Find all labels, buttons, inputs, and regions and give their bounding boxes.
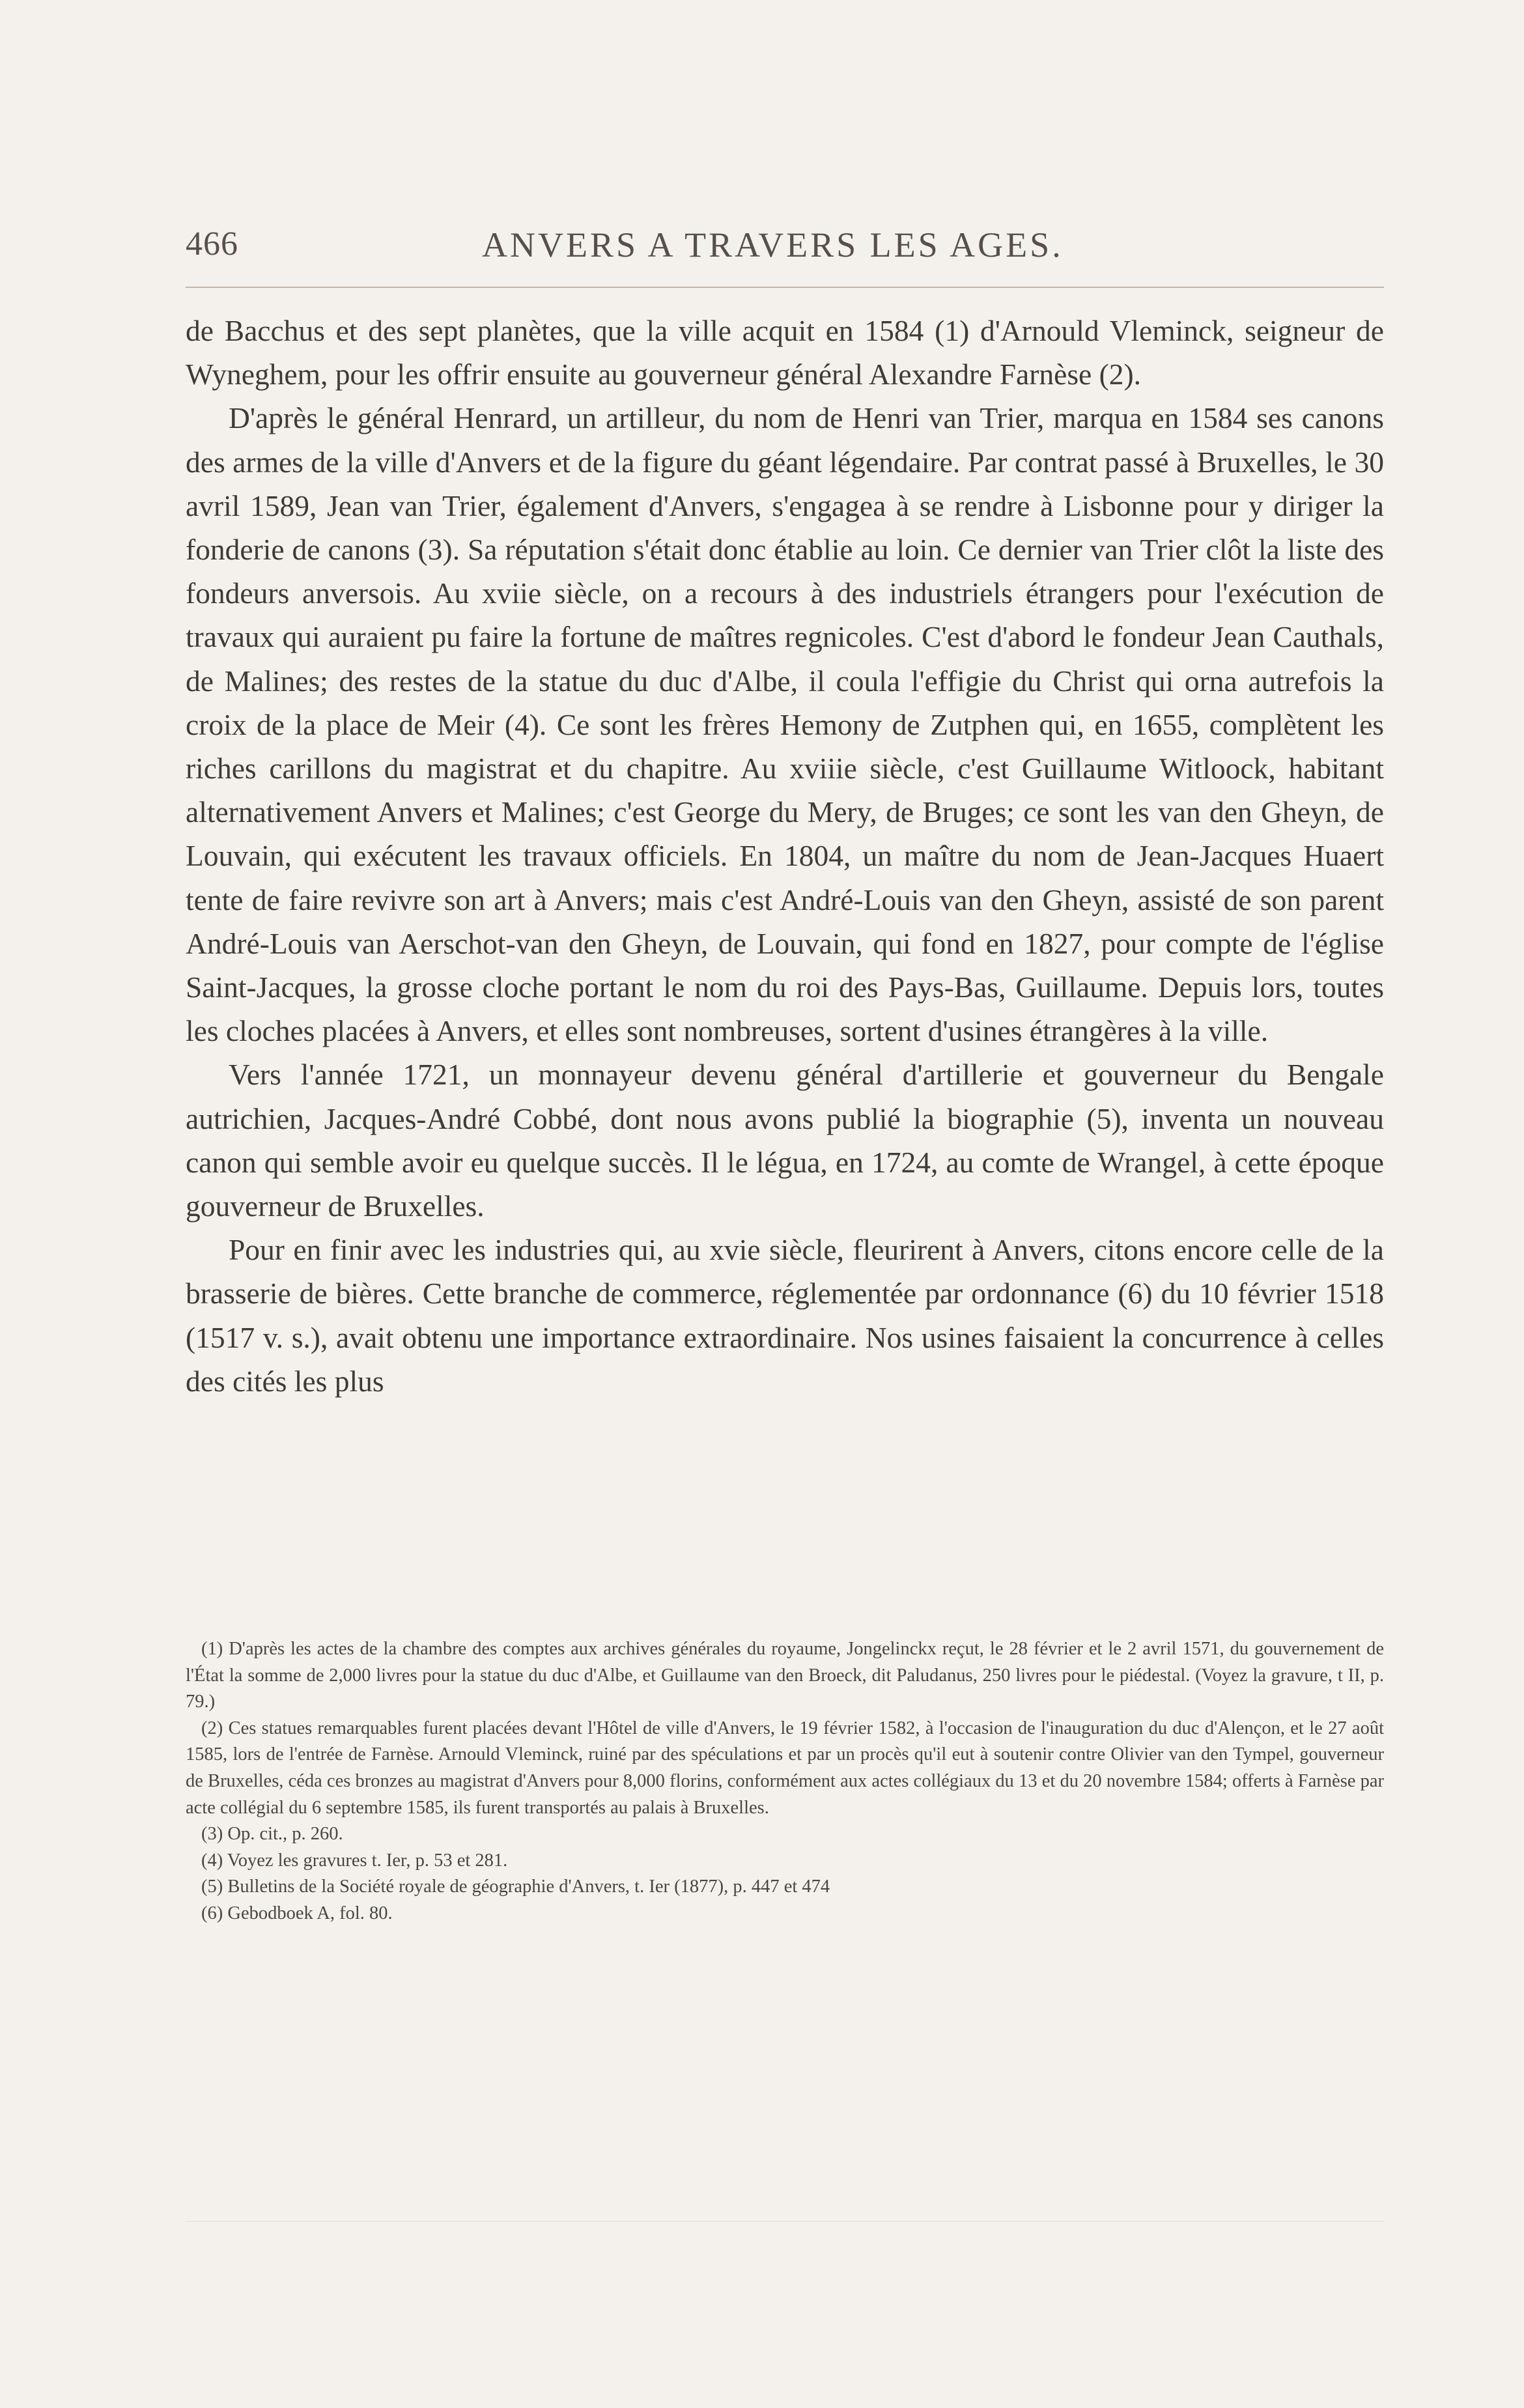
footer-rule (186, 2221, 1384, 2222)
footnote-2: (2) Ces statues remarquables furent placées devant l'Hôtel de ville d'Anvers, le 19 février 1582, à l'occasion de l'inauguration du duc d'Alençon, et le 27 août 1585, lors de l'entrée de Farnèse. Arnould Vleminck, ruiné par des spéculations et par un procès qu'il eut à soutenir contre Olivier van den Tympel, gouverneur de Bruxelles, céda ces bronzes au magistrat d'Anvers pour 8,000 florins, conformément aux actes collégiaux du 13 et du 20 novembre 1584; offerts à Farnèse par acte collégial du 6 septembre 1585, ils furent transportés au palais à Bruxelles. (186, 1718, 1384, 1818)
page-number: 466 (186, 225, 238, 262)
footnote-5: (5) Bulletins de la Société royale de géographie d'Anvers, t. Ier (1877), p. 447 et 474 (201, 1877, 830, 1897)
footnote-4: (4) Voyez les gravures t. Ier, p. 53 et 281. (201, 1850, 508, 1871)
body-text (186, 309, 1384, 1403)
footnote-1: (1) D'après les actes de la chambre des comptes aux archives générales du royaume, Jongelinckx reçut, le 28 février et le 2 avril 1571, du gouvernement de l'État la somme de 2,000 livres pour la statue du duc d'Albe, et Guillaume van den Broeck, dit Paludanus, 250 livres pour le piédestal. (Voyez la gravure, t II, p. 79.) (186, 1639, 1384, 1712)
footnotes (186, 1636, 1384, 1927)
running-title: ANVERS A TRAVERS LES AGES. (482, 225, 1064, 264)
footnote-3: (3) Op. cit., p. 260. (201, 1824, 343, 1845)
paragraph-3: Vers l'année 1721, un monnayeur devenu général d'artillerie et gouverneur du Bengale autrichien, Jacques-André Cobbé, dont nous avons publié la biographie (5), inventa un nouveau canon qui semble avoir eu quelque succès. Il le légua, en 1724, au comte de Wrangel, à cette époque gouverneur de Bruxelles. (186, 1058, 1384, 1223)
header-rule (186, 287, 1384, 288)
footnote-6: (6) Gebodboek A, fol. 80. (201, 1903, 393, 1923)
paragraph-2: D'après le général Henrard, un artilleur, du nom de Henri van Trier, marqua en 1584 ses canons des armes de la ville d'Anvers et de la figure du géant légendaire. Par contrat passé à Bruxelles, le 30 avril 1589, Jean van Trier, également d'Anvers, s'engagea à se rendre à Lisbonne pour y diriger la fonderie de canons (3). Sa réputation s'était donc établie au loin. Ce dernier van Trier clôt la liste des fondeurs anversois. Au xviie siècle, on a recours à des industriels étrangers pour l'exécution de travaux qui auraient pu faire la fortune de maîtres regnicoles. C'est d'abord le fondeur Jean Cauthals, de Malines; des restes de la statue du duc d'Albe, il coula l'effigie du Christ qui orna autrefois la croix de la place de Meir (4). Ce sont les frères Hemony de Zutphen qui, en 1655, complètent les riches carillons du magistrat et du chapitre. Au xviiie siècle, c'est Guillaume Witloock, habitant alternativement Anvers et Malines; c'est George du Mery, de Bruges; ce sont les van den Gheyn, de Louvain, qui exécutent les travaux officiels. En 1804, un maître du nom de Jean-Jacques Huaert tente de faire revivre son art à Anvers; mais c'est André-Louis van den Gheyn, assisté de son parent André-Louis van Aerschot-van den Gheyn, de Louvain, qui fond en 1827, pour compte de l'église Saint-Jacques, la grosse cloche portant le nom du roi des Pays-Bas, Guillaume. Depuis lors, toutes les cloches placées à Anvers, et elles sont nombreuses, sortent d'usines étrangères à la ville. (186, 401, 1384, 1048)
page-header (186, 225, 1384, 277)
paragraph-4: Pour en finir avec les industries qui, au xvie siècle, fleurirent à Anvers, citons encore celle de la brasserie de bières. Cette branche de commerce, réglementée par ordonnance (6) du 10 février 1518 (1517 v. s.), avait obtenu une importance extraordinaire. Nos usines faisaient la concurrence à celles des cités les plus (186, 1233, 1384, 1398)
paragraph-1: de Bacchus et des sept planètes, que la ville acquit en 1584 (1) d'Arnould Vleminck, seigneur de Wyneghem, pour les offrir ensuite au gouverneur général Alexandre Farnèse (2). (186, 314, 1384, 391)
